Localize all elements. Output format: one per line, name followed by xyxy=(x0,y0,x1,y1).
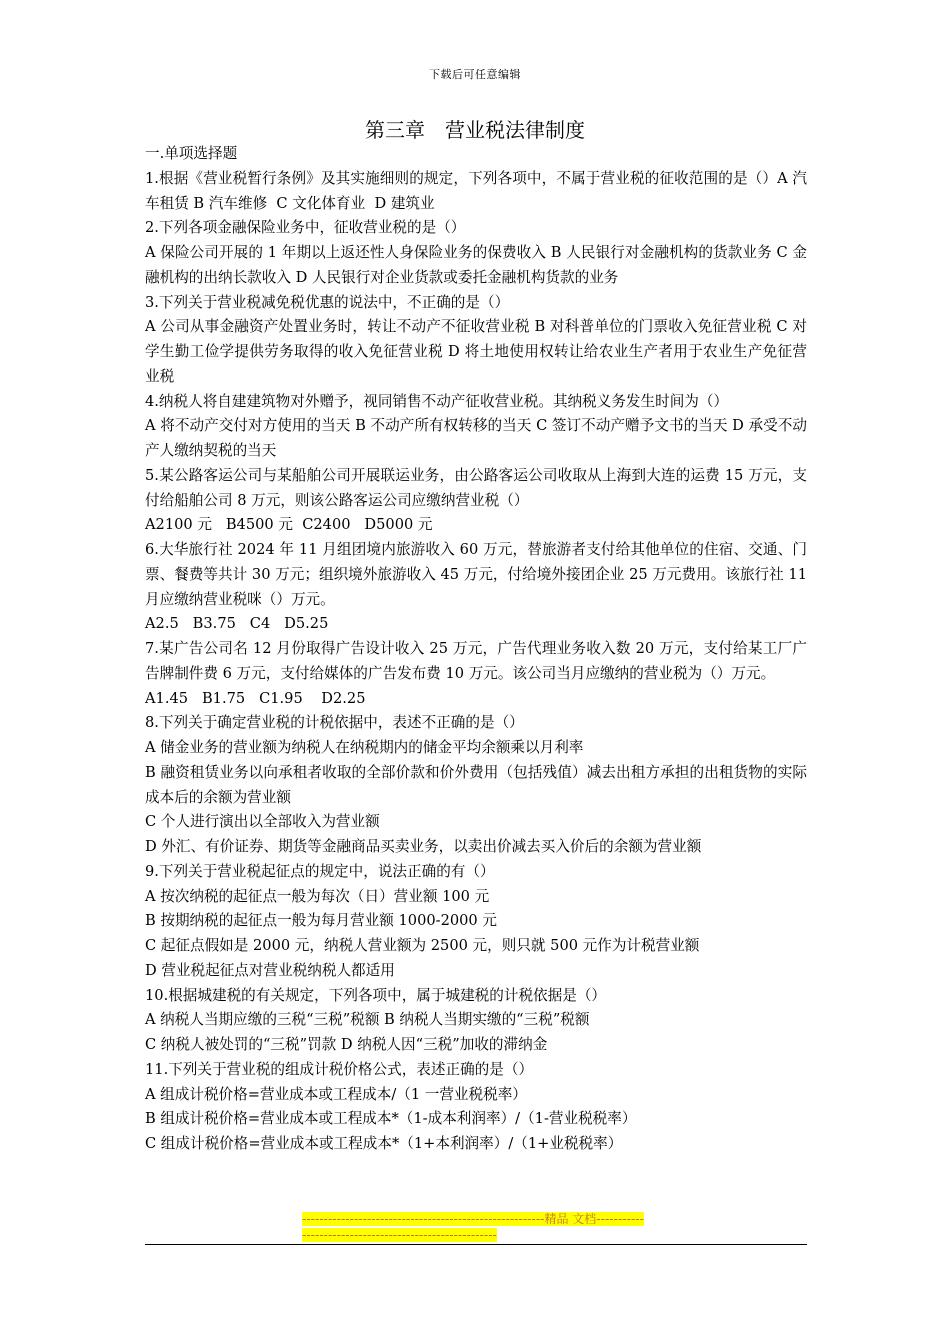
question-11-option-a: A 组成计税价格=营业成本或工程成本/（1 一营业税税率） xyxy=(145,1085,527,1103)
question-6: 6.大华旅行社 2024 年 11 月组团境内旅游收入 60 万元，替旅游者支付给其他单位的住宿、交通、门票、餐费等共计 30 万元；组织境外旅游收入 45 万元，付给境外接团企业 25 万元费用。该旅行社 11 月应缴纳营业税咪（）万元。 xyxy=(145,541,812,608)
question-11-option-c: C 组成计税价格=营业成本或工程成本*（1+本利润率）/（1+业税税率） xyxy=(145,1135,623,1152)
document-body xyxy=(145,142,812,1157)
question-9-option-c: C 起征点假如是 2000 元，纳税人营业额为 2500 元，则只就 500 元作为计税营业额 xyxy=(145,937,700,954)
question-8-option-b: B 融资租赁业务以向承租者收取的全部价款和价外费用（包括残值）减去出租方承担的出租货物的实际成本后的余额为营业额 xyxy=(145,763,807,806)
question-7: 7.某广告公司名 12 月份取得广告设计收入 25 万元，广告代理业务收入数 20 万元，支付给某工厂广告牌制件费 6 万元，支付给媒体的广告发布费 10 万元。该公司当月应缴纳的营业税为（）万元。 xyxy=(145,640,807,682)
question-4-options: A 将不动产交付对方使用的当天 B 不动产所有权转移的当天 C 签订不动产赠予文书的当天 D 承受不动产人缴纳契税的当天 xyxy=(145,417,807,459)
question-9: 9.下列关于营业税起征点的规定中，说法正确的有（） xyxy=(145,862,495,880)
question-5: 5.某公路客运公司与某船舶公司开展联运业务，由公路客运公司收取从上海到大连的运费 15 万元，支付给船舶公司 8 万元，则该公路客运公司应缴纳营业税（） xyxy=(145,466,807,509)
question-11: 11.下列关于营业税的组成计税价格公式，表述正确的是（） xyxy=(145,1060,534,1078)
question-1: 1.根据《营业税暂行条例》及其实施细则的规定，下列各项中，不属于营业税的征收范围的是（）A 汽车租赁 B 汽车维修 C 文化体育业 D 建筑业 xyxy=(145,169,807,212)
question-3: 3.下列关于营业税减免税优惠的说法中，不正确的是（） xyxy=(145,293,510,311)
question-10-options-ab: A 纳税人当期应缴的三税“三税”税额 B 纳税人当期实缴的“三税”税额 xyxy=(145,1011,590,1029)
question-9-option-d: D 营业税起征点对营业税纳税人都适用 xyxy=(145,961,395,979)
question-8-option-d: D 外汇、有价证券、期货等金融商品买卖业务，以卖出价减去买入价后的余额为营业额 xyxy=(145,838,702,855)
page-title: 第三章 营业税法律制度 xyxy=(365,118,585,142)
question-4: 4.纳税人将自建建筑物对外赠予，视同销售不动产征收营业税。其纳税义务发生时间为（） xyxy=(145,392,729,410)
question-10: 10.根据城建税的有关规定，下列各项中，属于城建税的计税依据是（） xyxy=(145,986,607,1004)
question-6-options: A2.5 B3.75 C4 D5.25 xyxy=(145,615,329,633)
question-9-option-b: B 按期纳税的起征点一般为每月营业额 1000-2000 元 xyxy=(145,912,497,930)
question-8-option-a: A 储金业务的营业额为纳税人在纳税期内的储金平均余额乘以月利率 xyxy=(145,739,584,756)
footer-watermark-text: --------------------------------------------------------精品 文档-------------------------------------------------------- xyxy=(302,1212,644,1242)
question-11-option-b: B 组成计税价格=营业成本或工程成本*（1-成本利润率）/（1-营业税税率） xyxy=(145,1110,637,1128)
question-8: 8.下列关于确定营业税的计税依据中，表述不正确的是（） xyxy=(145,714,524,732)
question-10-options-cd: C 纳税人被处罚的“三税”罚款 D 纳税人因“三税”加收的滞纳金 xyxy=(145,1036,548,1053)
footer-divider xyxy=(145,1244,807,1245)
question-2: 2.下列各项金融保险业务中，征收营业税的是（） xyxy=(145,219,466,237)
question-5-options: A2100 元 B4500 元 C2400 D5000 元 xyxy=(145,516,433,534)
question-3-options: A 公司从事金融资产处置业务时，转让不动产不征收营业税 B 对科普单位的门票收入免征营业税 C 对学生勤工俭学提供劳务取得的收入免征营业税 D 将土地使用权转让给农业生产者用于农业生产免征营业税 xyxy=(145,318,807,385)
question-9-option-a: A 按次纳税的起征点一般为每次（日）营业额 100 元 xyxy=(145,887,490,905)
question-7-options: A1.45 B1.75 C1.95 D2.25 xyxy=(145,689,366,707)
footer-watermark xyxy=(302,1211,648,1243)
question-8-option-c: C 个人进行演出以全部收入为营业额 xyxy=(145,813,380,831)
question-2-options: A 保险公司开展的 1 年期以上返还性人身保险业务的保费收入 B 人民银行对金融机构的货款业务 C 金融机构的出纳长款收入 D 人民银行对企业货款或委托金融机构货款的业务 xyxy=(145,244,807,286)
header-note: 下载后可任意编辑 xyxy=(429,68,521,81)
section-heading: 一.单项选择题 xyxy=(145,145,238,162)
